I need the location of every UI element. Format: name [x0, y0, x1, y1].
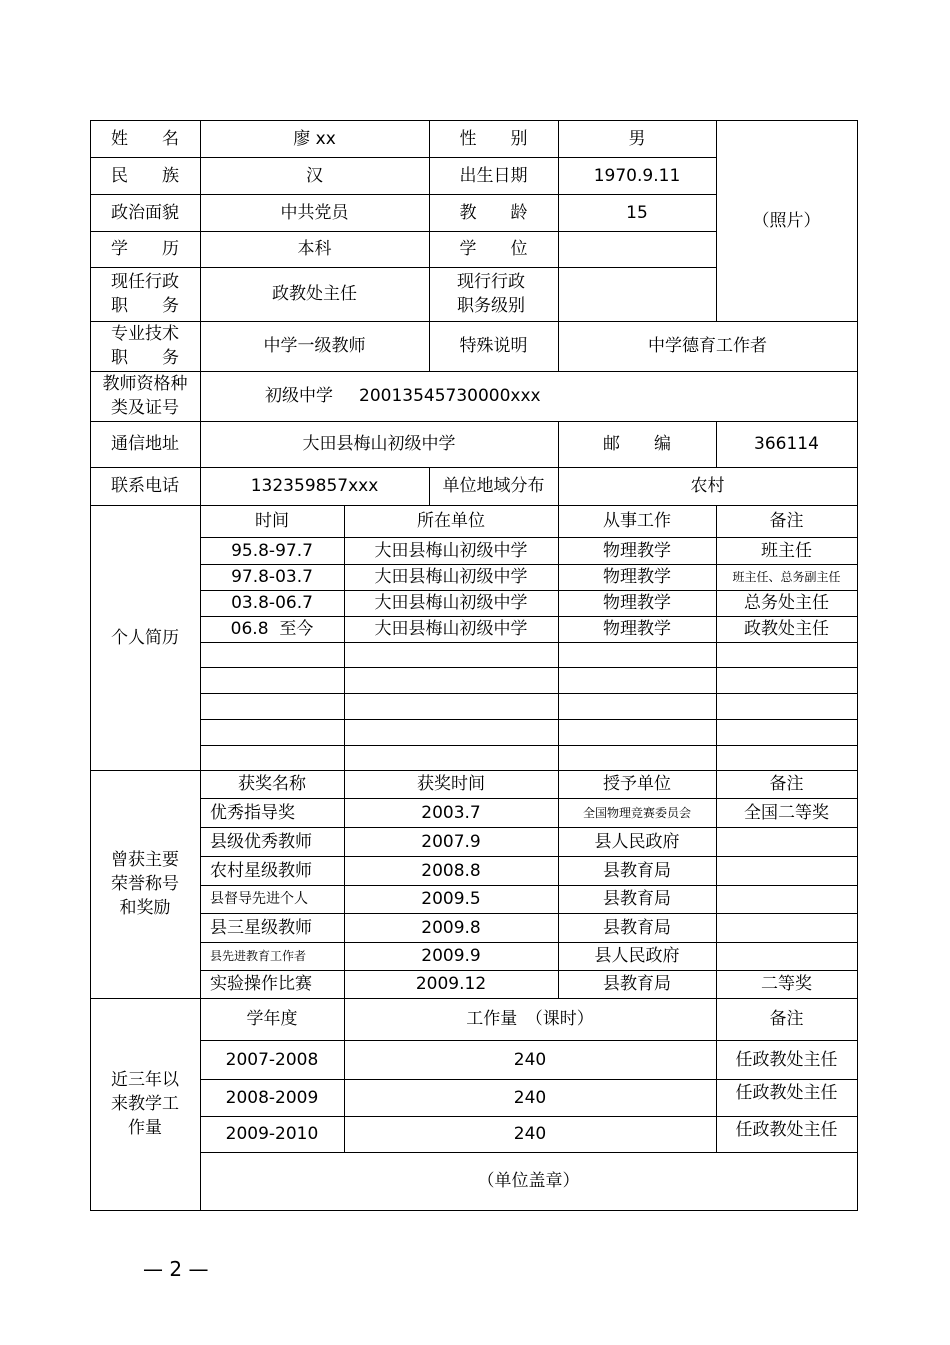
postcode-value: 366114 — [754, 434, 819, 454]
teach-age-label: 教 龄 — [459, 202, 528, 223]
awards-row-7-time: 2009.12 — [415, 974, 487, 994]
awards-row-6-note — [716, 942, 857, 970]
phone-value: 132359857xxx — [250, 476, 379, 496]
awards-row-3-time: 2008.8 — [421, 860, 481, 881]
awards-row-3-note — [716, 856, 857, 885]
awards-row-5-note — [716, 913, 857, 942]
awards-row-5-name: 县三星级教师 — [210, 917, 312, 938]
resume-row-2-unit: 大田县梅山初级中学 — [374, 567, 528, 587]
edu-value: 本科 — [297, 239, 332, 259]
resume-row-2-work: 物理教学 — [603, 567, 671, 587]
degree-value — [558, 231, 716, 267]
workload-row-1-year: 2007-2008 — [225, 1049, 319, 1070]
resume-row-1-unit: 大田县梅山初级中学 — [374, 540, 528, 561]
cert-label — [90, 371, 200, 421]
birth-value: 1970.9.11 — [593, 165, 681, 186]
resume-row-3-unit: 大田县梅山初级中学 — [374, 593, 528, 613]
awards-section-label-line1: 曾获主要 — [111, 850, 179, 870]
workload-section-label-line3: 作量 — [128, 1118, 162, 1138]
workload-row-3-hours: 240 — [513, 1124, 547, 1144]
region-label: 单位地域分布 — [442, 476, 545, 496]
awards-row-1-name: 优秀指导奖 — [210, 802, 295, 823]
awards-row-2-grantor: 县人民政府 — [594, 831, 680, 852]
special-label: 特殊说明 — [459, 336, 528, 356]
admin-level-label — [429, 267, 558, 321]
awards-section-label — [90, 770, 200, 998]
workload-section-label-line2: 来教学工 — [111, 1094, 179, 1114]
resume-row-3-time: 03.8-06.7 — [231, 593, 313, 613]
awards-row-1-time: 2003.7 — [421, 802, 481, 823]
workload-header-year: 学年度 — [246, 1009, 298, 1029]
resume-row-3-work: 物理教学 — [603, 593, 671, 613]
photo-placeholder: （照片） — [752, 210, 821, 231]
tech-post-label — [90, 321, 200, 371]
political-value: 中共党员 — [280, 202, 349, 223]
gender-value: 男 — [628, 128, 646, 149]
resume-row-2-note: 班主任、总务副主任 — [732, 570, 841, 584]
address-label: 通信地址 — [111, 434, 179, 454]
name-value: 廖 xx — [293, 128, 336, 149]
resume-row-4-time: 06.8 至今 — [230, 619, 314, 639]
admin-level-label-line2: 职务级别 — [457, 296, 525, 316]
awards-section-label-line2: 荣誉称号 — [111, 874, 179, 894]
resume-header-unit: 所在单位 — [417, 511, 485, 531]
awards-row-3-name: 农村星级教师 — [210, 860, 312, 881]
resume-header-work: 从事工作 — [603, 511, 671, 531]
admin-post-label-line1: 现任行政 — [111, 272, 179, 292]
awards-section-label-line3: 和奖励 — [119, 898, 171, 918]
postcode-label: 邮 编 — [603, 434, 671, 454]
special-value: 中学德育工作者 — [648, 336, 767, 356]
awards-row-5-time: 2009.8 — [421, 917, 481, 938]
awards-row-2-note — [716, 827, 857, 856]
workload-header-hours: 工作量 （课时） — [466, 1009, 594, 1029]
workload-row-2-hours: 240 — [513, 1087, 547, 1108]
awards-row-1-grantor: 全国物理竞赛委员会 — [582, 805, 691, 820]
awards-header-note: 备注 — [769, 774, 804, 794]
ethnic-label: 民 族 — [111, 165, 179, 186]
resume-section-label: 个人简历 — [111, 627, 179, 648]
awards-row-1-note: 全国二等奖 — [744, 802, 829, 823]
resume-row-1-work: 物理教学 — [603, 540, 671, 561]
workload-section-label-line1: 近三年以 — [111, 1070, 179, 1090]
tech-post-value: 中学一级教师 — [263, 336, 366, 356]
cert-type: 初级中学 — [265, 386, 333, 406]
admin-level-label-line1: 现行行政 — [457, 272, 525, 292]
awards-row-4-note — [716, 885, 857, 913]
awards-header-grantor: 授予单位 — [603, 774, 671, 794]
political-label: 政治面貌 — [111, 202, 179, 223]
cert-number: 20013545730000xxx — [359, 386, 541, 406]
phone-label: 联系电话 — [111, 476, 179, 496]
awards-row-7-note: 二等奖 — [761, 974, 812, 994]
awards-row-4-grantor: 县教育局 — [603, 889, 671, 909]
teach-age-value: 15 — [626, 202, 648, 223]
resume-row-2-time: 97.8-03.7 — [231, 567, 313, 587]
awards-header-name: 获奖名称 — [238, 774, 306, 794]
admin-post-value: 政教处主任 — [272, 284, 357, 304]
tech-post-label-line2: 职 务 — [111, 348, 179, 368]
resume-row-3-note: 总务处主任 — [744, 593, 829, 613]
workload-row-2-note: 任政教处主任 — [735, 1083, 838, 1103]
resume-row-1-time: 95.8-97.7 — [231, 540, 313, 561]
workload-row-3-note: 任政教处主任 — [735, 1120, 838, 1140]
awards-header-time: 获奖时间 — [417, 774, 485, 794]
awards-row-6-name: 县先进教育工作者 — [210, 949, 307, 963]
name-label: 姓 名 — [111, 128, 179, 149]
seal-text: （单位盖章） — [477, 1171, 580, 1191]
workload-row-1-note: 任政教处主任 — [735, 1049, 838, 1070]
awards-row-4-time: 2009.5 — [421, 889, 481, 909]
workload-row-1-hours: 240 — [513, 1049, 547, 1070]
region-value: 农村 — [690, 476, 725, 496]
workload-header-note: 备注 — [769, 1009, 804, 1029]
ethnic-value: 汉 — [306, 165, 323, 186]
awards-row-2-time: 2007.9 — [421, 831, 481, 852]
workload-section-label — [90, 998, 200, 1210]
gender-label: 性 别 — [459, 128, 528, 149]
resume-row-4-unit: 大田县梅山初级中学 — [374, 619, 528, 639]
admin-post-label — [90, 267, 200, 321]
resume-row-4-work: 物理教学 — [603, 619, 671, 639]
awards-row-6-time: 2009.9 — [421, 946, 481, 966]
tech-post-label-line1: 专业技术 — [111, 324, 179, 344]
awards-row-7-grantor: 县教育局 — [603, 974, 671, 994]
awards-row-7-name: 实验操作比赛 — [210, 974, 312, 994]
workload-row-2-year: 2008-2009 — [225, 1087, 319, 1108]
address-value: 大田县梅山初级中学 — [302, 434, 456, 454]
workload-row-3-year: 2009-2010 — [225, 1124, 319, 1144]
awards-row-2-name: 县级优秀教师 — [210, 831, 312, 852]
resume-header-note: 备注 — [769, 511, 804, 531]
resume-header-time: 时间 — [255, 511, 289, 531]
admin-level-value — [558, 267, 716, 321]
birth-label: 出生日期 — [459, 165, 528, 186]
awards-row-6-grantor: 县人民政府 — [594, 946, 680, 966]
resume-row-4-note: 政教处主任 — [744, 619, 829, 639]
cert-value — [200, 371, 857, 421]
admin-post-label-line2: 职 务 — [111, 296, 179, 316]
cert-label-line1: 教师资格种 — [102, 374, 188, 394]
degree-label: 学 位 — [459, 239, 528, 259]
resume-row-1-note: 班主任 — [761, 540, 812, 561]
awards-row-4-name: 县督导先进个人 — [210, 891, 308, 907]
awards-row-5-grantor: 县教育局 — [603, 917, 671, 938]
page-number: — 2 — — [143, 1257, 209, 1281]
cert-label-line2: 类及证号 — [111, 398, 179, 418]
awards-row-3-grantor: 县教育局 — [603, 860, 671, 881]
edu-label: 学 历 — [111, 239, 179, 259]
